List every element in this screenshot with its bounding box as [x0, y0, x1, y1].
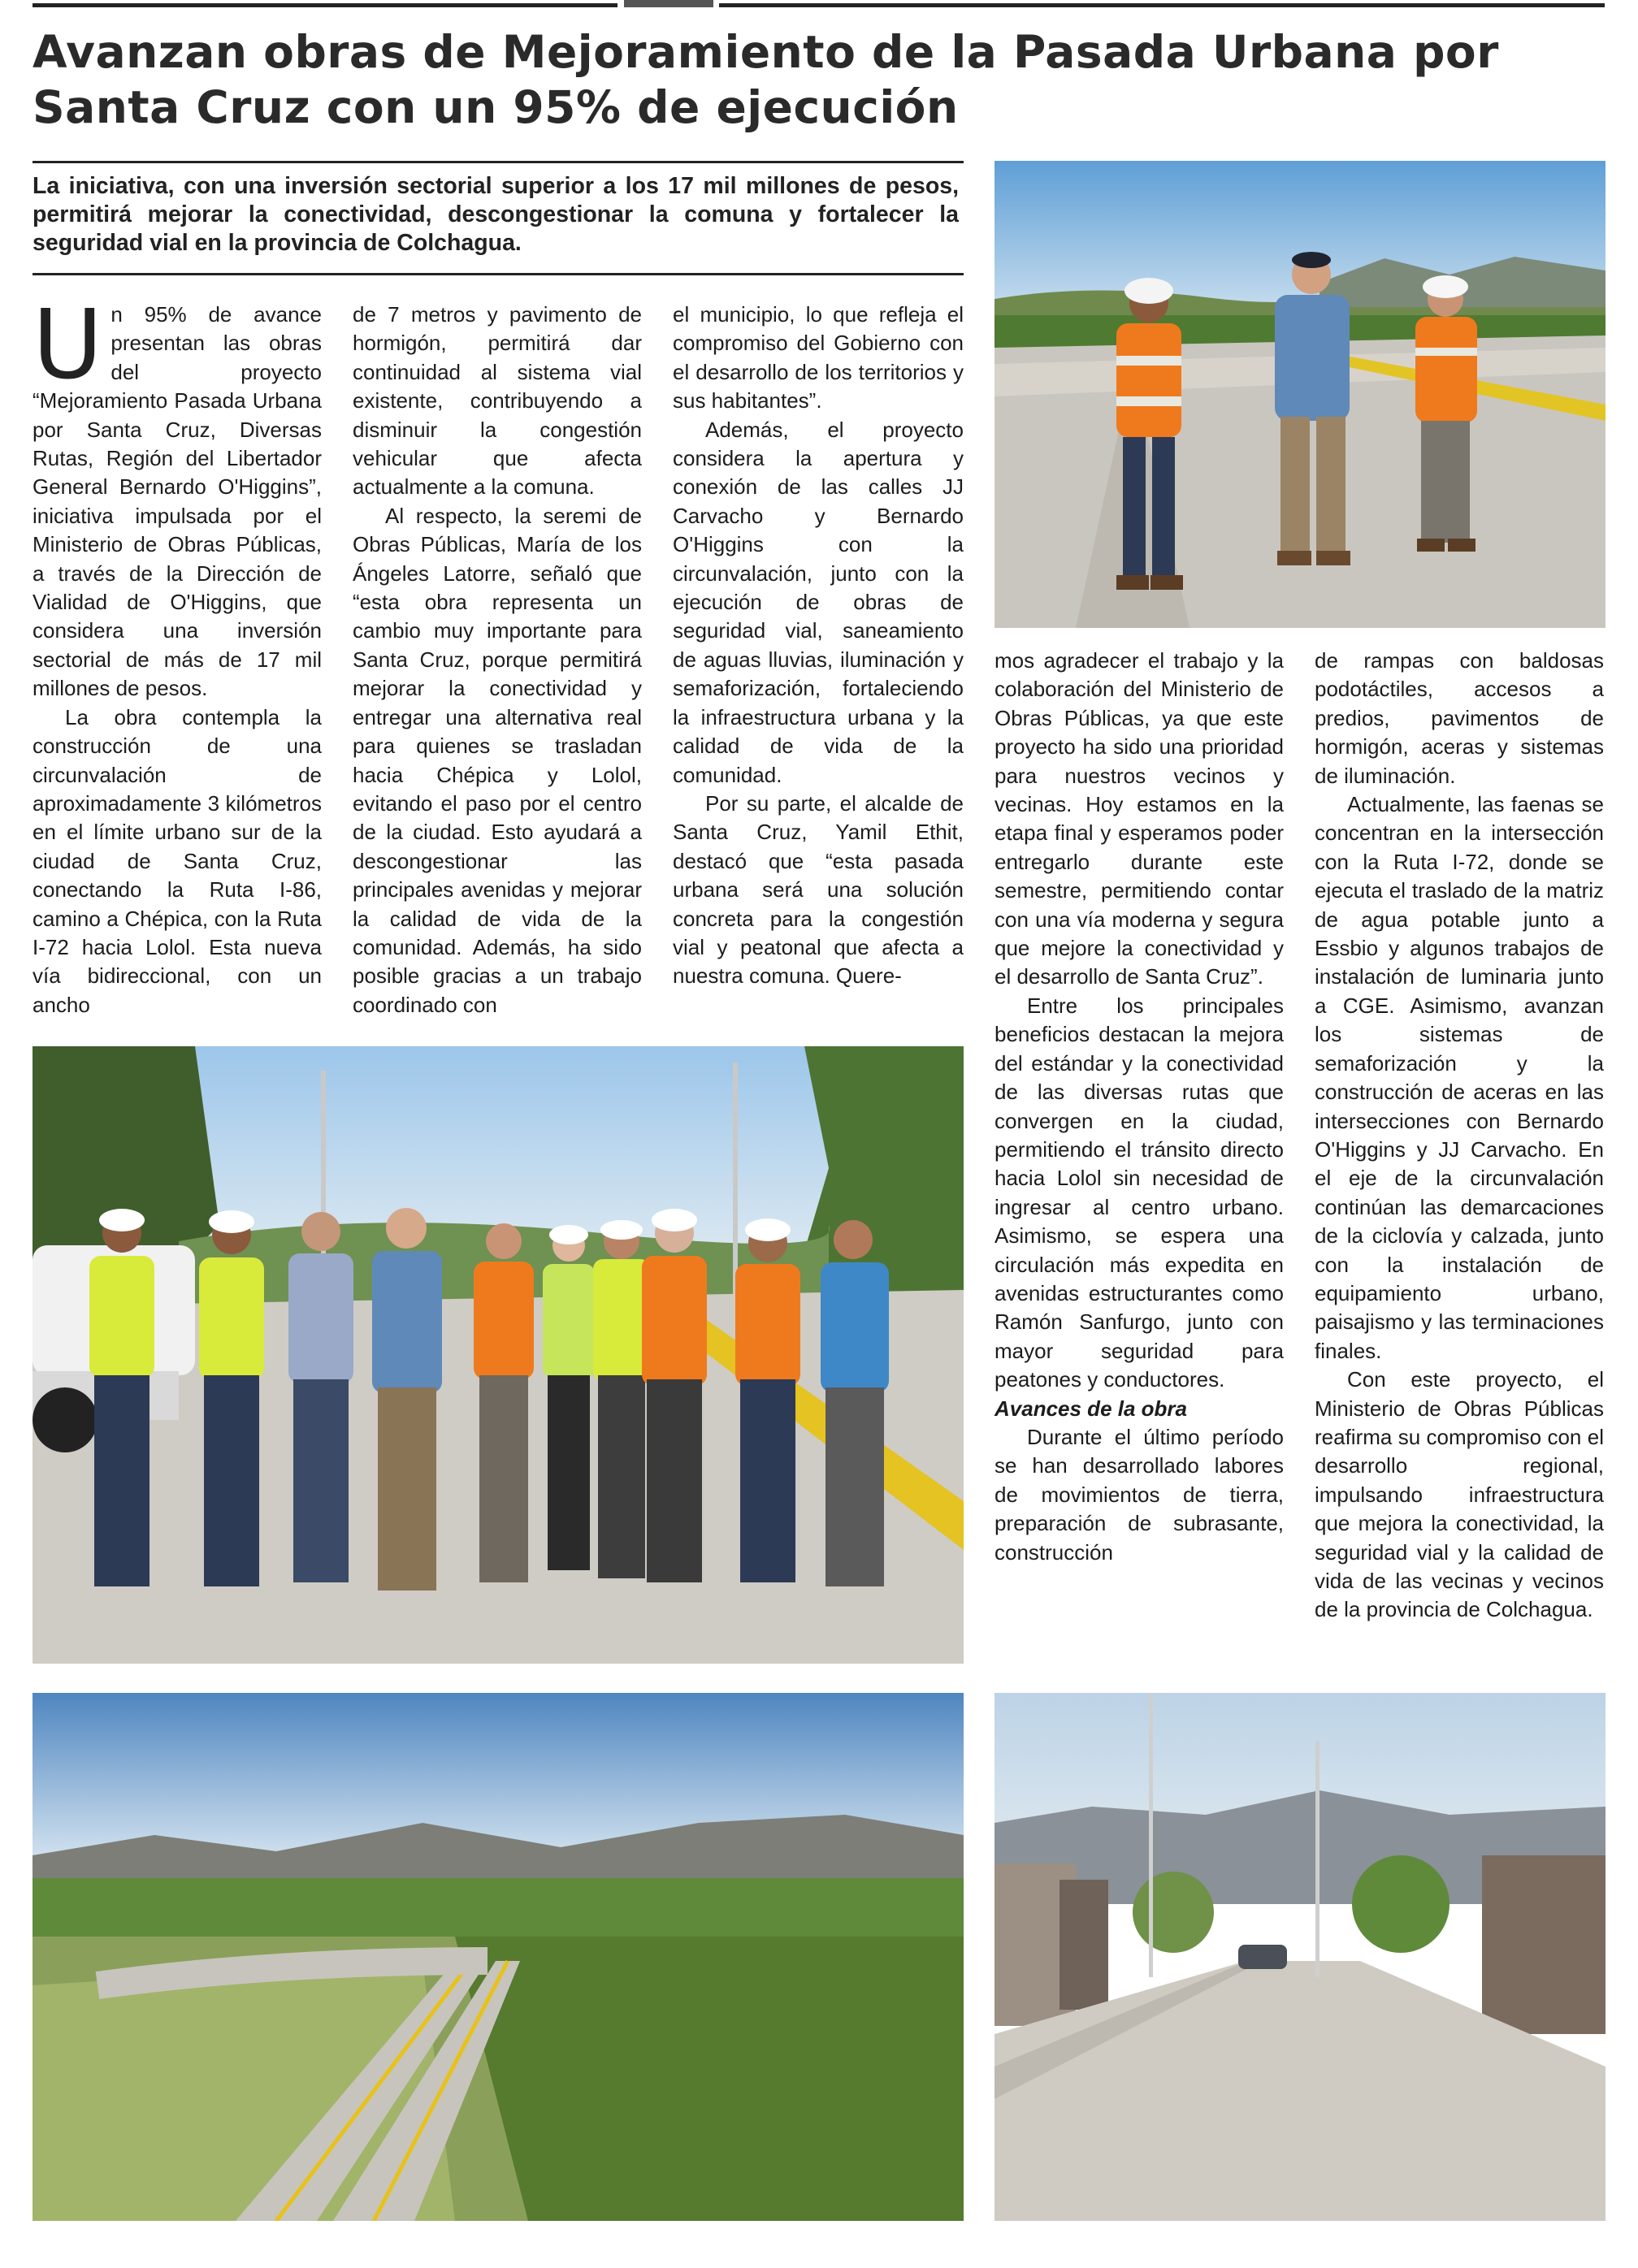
- top-rule-left: [32, 3, 618, 7]
- body-paragraph: Entre los principales beneficios destacan la mejora del estándar y la conectividad de las diversas rutas que convergen en la ciudad, permitiendo el tránsito directo hacia Lolol sin necesidad de ingresar al centro urbano. Asimismo, se espera una circulación más expedita en avenidas estructurantes como Ramón Sanfurgo, junto con mayor seguridad para peatones y conductores.: [994, 993, 1284, 1392]
- lead-rule-top: [32, 161, 964, 163]
- body-column-3: [673, 301, 964, 991]
- body-column-2: [353, 301, 642, 1019]
- body-paragraph: mos agradecer el trabajo y la colaboración del Ministerio de Obras Públicas, ya que este proyecto ha sido una prioridad para nuestros vecinos y vecinas. Hoy estamos en la etapa final y esperamos poder entregarlo durante este semestre, permitiendo contar con una vía moderna y segura que mejore la conectividad y el desarrollo de Santa Cruz”.: [994, 648, 1284, 989]
- body-column-1: [32, 288, 322, 1019]
- body-paragraph: Durante el último período se han desarrollado labores de movimientos de tierra, preparación de subrasante, construcción: [994, 1424, 1284, 1565]
- body-paragraph: Por su parte, el alcalde de Santa Cruz, Yamil Ethit, destacó que “esta pasada urbana será una solución concreta para la congestión vial y peatonal que afecta a nuestra comuna. Quere-: [673, 790, 964, 989]
- body-paragraph: La obra contempla la construcción de una circunvalación de aproximadamente 3 kilómetros en el límite urbano sur de la ciudad de Santa Cruz, conectando la Ruta I-86, camino a Chépica, con la Ruta I-72 hacia Lolol. Esta nueva vía bidireccional, con un ancho: [32, 704, 322, 1017]
- lead-paragraph: La iniciativa, con una inversión sectorial superior a los 17 mil millones de pesos, permitirá mejorar la conectividad, descongestionar la comuna y fortalecer la seguridad vial en la provincia de Colchagua.: [32, 173, 959, 256]
- body-paragraph: Con este proyecto, el Ministerio de Obras Públicas reafirma su compromiso con el desarrollo regional, impulsando infraestructura que mejora la conectividad, la seguridad vial y la calidad de vida de las vecinas y vecinos de la provincia de Colchagua.: [1315, 1367, 1604, 1622]
- body-paragraph: de rampas con baldosas podotáctiles, accesos a predios, pavimentos de hormigón, aceras y sistemas de iluminación.: [1315, 648, 1604, 788]
- headline: Avanzan obras de Mejoramiento de la Pasada Urbana por Santa Cruz con un 95% de ejecución: [32, 26, 1499, 133]
- body-paragraph: Un 95% de avance presentan las obras del proyecto “Mejoramiento Pasada Urbana por Santa Cruz, Diversas Rutas, Región del Libertador General Bernardo O'Higgins”, iniciativa impulsada por el Ministerio de Obras Públicas, a través de la Dirección de Vialidad de O'Higgins, que considera una inversión sectorial de más de 17 mil millones de pesos.: [32, 288, 322, 701]
- body-paragraph: Al respecto, la seremi de Obras Públicas, María de los Ángeles Latorre, señaló que “esta obra representa un cambio muy importante para Santa Cruz, porque permitirá mejorar la conectividad y entregar una alternativa real para quienes se trasladan hacia Chépica y Lolol, evitando el paso por el centro de la ciudad. Esto ayudará a descongestionar las principales avenidas y mejorar la calidad de vida de la comunidad. Además, ha sido posible gracias a un trabajo coordinado con: [353, 503, 642, 1017]
- body-column-5: [1315, 647, 1604, 1625]
- body-paragraph: Además, el proyecto considera la apertura y conexión de las calles JJ Carvacho y Bernardo O'Higgins con la circunvalación, junto con la ejecución de obras de seguridad vial, saneamiento de aguas lluvias, iluminación y semaforización, fortaleciendo la infraestructura urbana y la calidad de vida de la comunidad.: [673, 417, 964, 787]
- photo-group-officials: [32, 1046, 964, 1664]
- body-column-4: [994, 647, 1284, 1567]
- body-paragraph: de 7 metros y pavimento de hormigón, permitirá dar continuidad al sistema vial existente, contribuyendo a disminuir la congestión vehicular que afecta actualmente a la comuna.: [353, 302, 642, 500]
- body-paragraph: Actualmente, las faenas se concentran en la intersección con la Ruta I-72, donde se ejecuta el traslado de la matriz de agua potable junto a Essbio y algunos trabajos de instalación de luminaria junto a CGE. Asimismo, avanzan los sistemas de semaforización y la construcción de aceras en las intersecciones con Bernardo O'Higgins y JJ Carvacho. En el eje de la circunvalación continúan las demarcaciones de la ciclovía y calzada, junto con la instalación de equipamiento urbano, paisajismo y las terminaciones finales.: [1315, 792, 1604, 1363]
- photo-officials-walking: [994, 161, 1606, 628]
- lead-rule-bottom: [32, 273, 964, 275]
- top-rule-right: [719, 3, 1605, 7]
- section-subhead: Avances de la obra: [994, 1396, 1187, 1421]
- section-logo: [624, 0, 713, 7]
- drop-cap: U: [32, 288, 103, 400]
- body-paragraph: el municipio, lo que refleja el compromiso del Gobierno con el desarrollo de los territorios y sus habitantes”.: [673, 302, 964, 413]
- photo-street-pavement: [994, 1693, 1606, 2221]
- group-people: [89, 1208, 889, 1591]
- photo-aerial-circunvalacion: [32, 1693, 964, 2221]
